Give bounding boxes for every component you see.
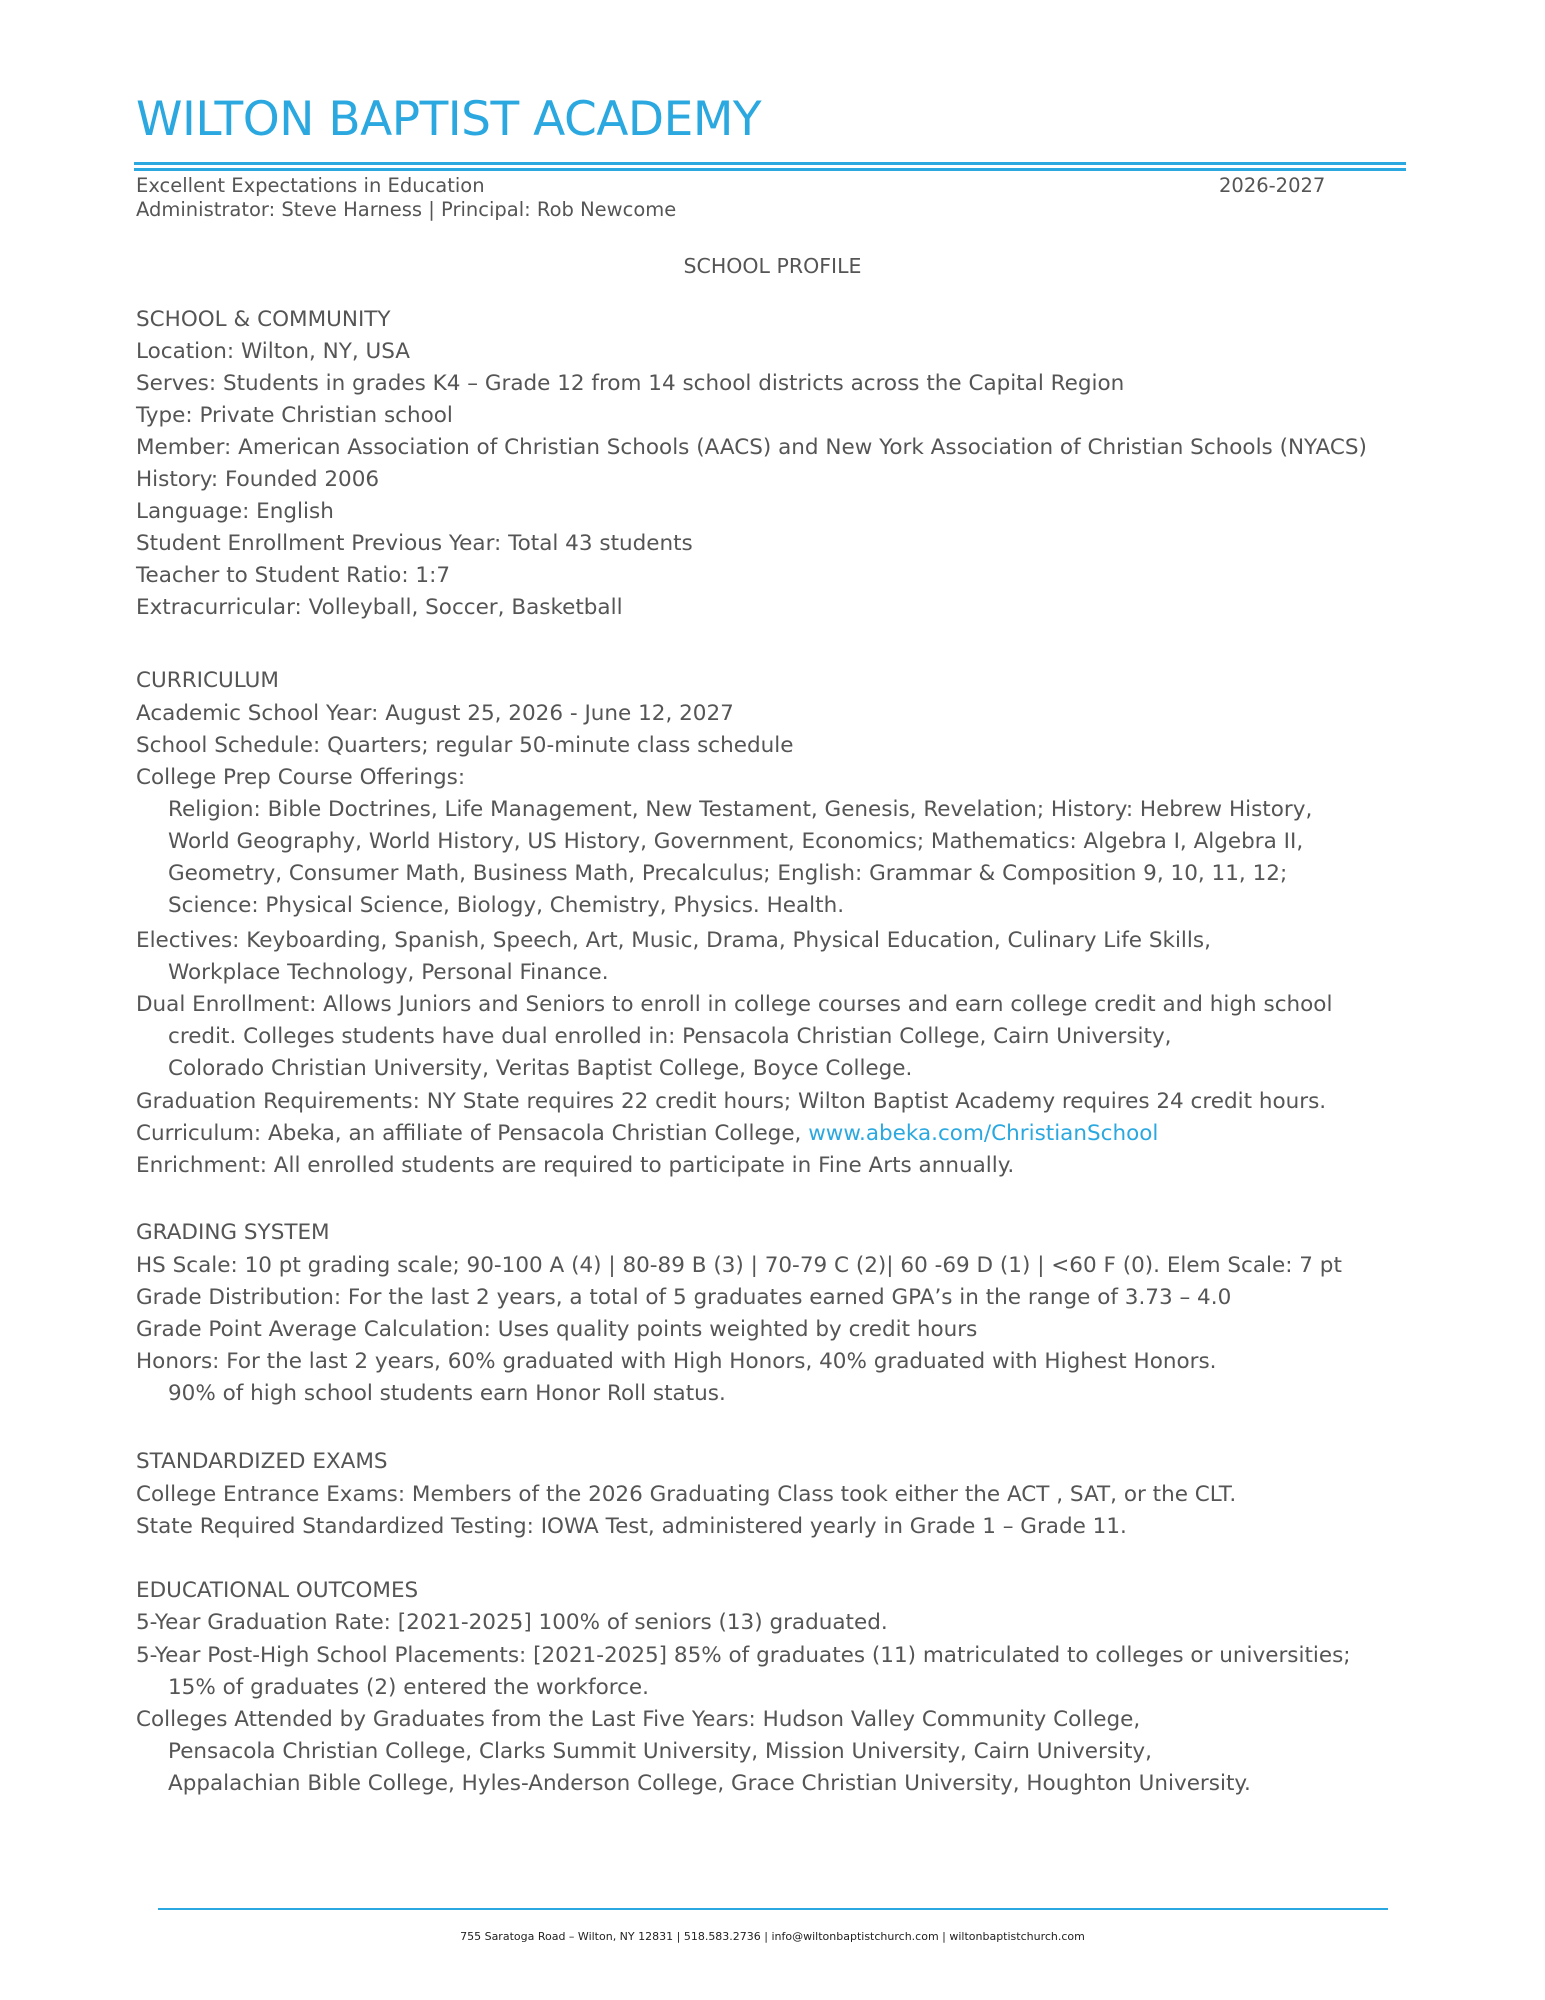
academic-year: Academic School Year: August 25, 2026 - June 12, 2027 [136,701,734,726]
school-schedule: School Schedule: Quarters; regular 50-minute class schedule [136,733,794,758]
grading-line: HS Scale: 10 pt grading scale; 90-100 A (4) | 80-89 B (3) | 70-79 C (2)| 60 -69 D (1) | <60 F (0). Elem Scale: 7 pt [136,1253,1342,1278]
colleges-line: Pensacola Christian College, Clarks Summit University, Mission University, Cairn University, [168,1739,1152,1764]
community-line: Student Enrollment Previous Year: Total 43 students [136,531,693,556]
section-heading-school-community: SCHOOL & COMMUNITY [136,307,391,332]
curriculum-line [136,1121,1158,1146]
community-line: Language: English [136,499,334,524]
graduation-rate: 5-Year Graduation Rate: [2021-2025] 100% of seniors (13) graduated. [136,1610,888,1635]
section-heading-curriculum: CURRICULUM [136,668,279,693]
prep-line: Geometry, Consumer Math, Business Math, Precalculus; English: Grammar & Composition 9, 10, 11, 12; [168,861,1288,886]
tagline: Excellent Expectations in Education [136,174,485,197]
footer-contact: 755 Saratoga Road – Wilton, NY 12831 | 518.583.2736 | info@wiltonbaptistchurch.com | wiltonbaptistchurch.com [460,1930,1085,1943]
prep-line: Religion: Bible Doctrines, Life Management, New Testament, Genesis, Revelation; History: Hebrew History, [168,797,1313,822]
school-title: WILTON BAPTIST ACADEMY [136,92,762,147]
community-line: Serves: Students in grades K4 – Grade 12 from 14 school districts across the Capital Region [136,371,1125,396]
grading-line: Grade Distribution: For the last 2 years, a total of 5 graduates earned GPA’s in the range of 3.73 – 4.0 [136,1285,1232,1310]
community-line: Type: Private Christian school [136,403,453,428]
footer-rule [158,1908,1388,1910]
electives-line: Workplace Technology, Personal Finance. [168,960,609,985]
dual-line: Colorado Christian University, Veritas Baptist College, Boyce College. [168,1056,913,1081]
placements-line: 15% of graduates (2) entered the workforce. [168,1675,649,1700]
section-heading-outcomes: EDUCATIONAL OUTCOMES [136,1578,419,1603]
honors-continued: 90% of high school students earn Honor Roll status. [168,1381,726,1406]
profile-title: SCHOOL PROFILE [683,254,862,278]
electives-line: Electives: Keyboarding, Spanish, Speech, Art, Music, Drama, Physical Education, Culinary Life Skills, [136,928,1211,953]
community-line: Teacher to Student Ratio: 1:7 [136,563,450,588]
prep-line: Science: Physical Science, Biology, Chemistry, Physics. Health. [168,893,845,918]
school-year: 2026-2027 [1219,174,1326,197]
exams-line: College Entrance Exams: Members of the 2026 Graduating Class took either the ACT , SAT, or the CLT. [136,1482,1237,1507]
curriculum-text: Curriculum: Abeka, an affiliate of Pensacola Christian College, [136,1121,809,1146]
section-heading-grading: GRADING SYSTEM [136,1220,330,1245]
colleges-line: Appalachian Bible College, Hyles-Anderson College, Grace Christian University, Houghton University. [168,1771,1251,1796]
colleges-line: Colleges Attended by Graduates from the Last Five Years: Hudson Valley Community College, [136,1707,1141,1732]
community-line: Extracurricular: Volleyball, Soccer, Basketball [136,595,623,620]
abeka-link[interactable]: www.abeka.com/ChristianSchool [808,1121,1159,1146]
dual-line: credit. Colleges students have dual enrolled in: Pensacola Christian College, Cairn University, [168,1024,1172,1049]
grading-line: Honors: For the last 2 years, 60% graduated with High Honors, 40% graduated with Highest Honors. [136,1349,1217,1374]
community-line: Member: American Association of Christian Schools (AACS) and New York Association of Christian Schools (NYACS) [136,435,1367,460]
enrichment-line: Enrichment: All enrolled students are required to participate in Fine Arts annually. [136,1153,1015,1178]
header-rule-1 [134,162,1406,165]
community-line: Location: Wilton, NY, USA [136,339,410,364]
placements-line: 5-Year Post-High School Placements: [2021-2025] 85% of graduates (11) matriculated to colleges or universities; [136,1643,1351,1668]
exams-line: State Required Standardized Testing: IOWA Test, administered yearly in Grade 1 – Grade 11. [136,1514,1127,1539]
graduation-requirements: Graduation Requirements: NY State requires 22 credit hours; Wilton Baptist Academy requires 24 credit hours. [136,1089,1327,1114]
prep-label: College Prep Course Offerings: [136,765,466,790]
header-rule-2 [134,168,1406,171]
community-line: History: Founded 2006 [136,467,380,492]
prep-line: World Geography, World History, US History, Government, Economics; Mathematics: Algebra I, Algebra II, [168,829,1304,854]
grading-line: Grade Point Average Calculation: Uses quality points weighted by credit hours [136,1317,978,1342]
section-heading-exams: STANDARDIZED EXAMS [136,1449,388,1474]
dual-line: Dual Enrollment: Allows Juniors and Seniors to enroll in college courses and earn college credit and high school [136,992,1333,1017]
staff-line: Administrator: Steve Harness | Principal: Rob Newcome [136,198,677,221]
